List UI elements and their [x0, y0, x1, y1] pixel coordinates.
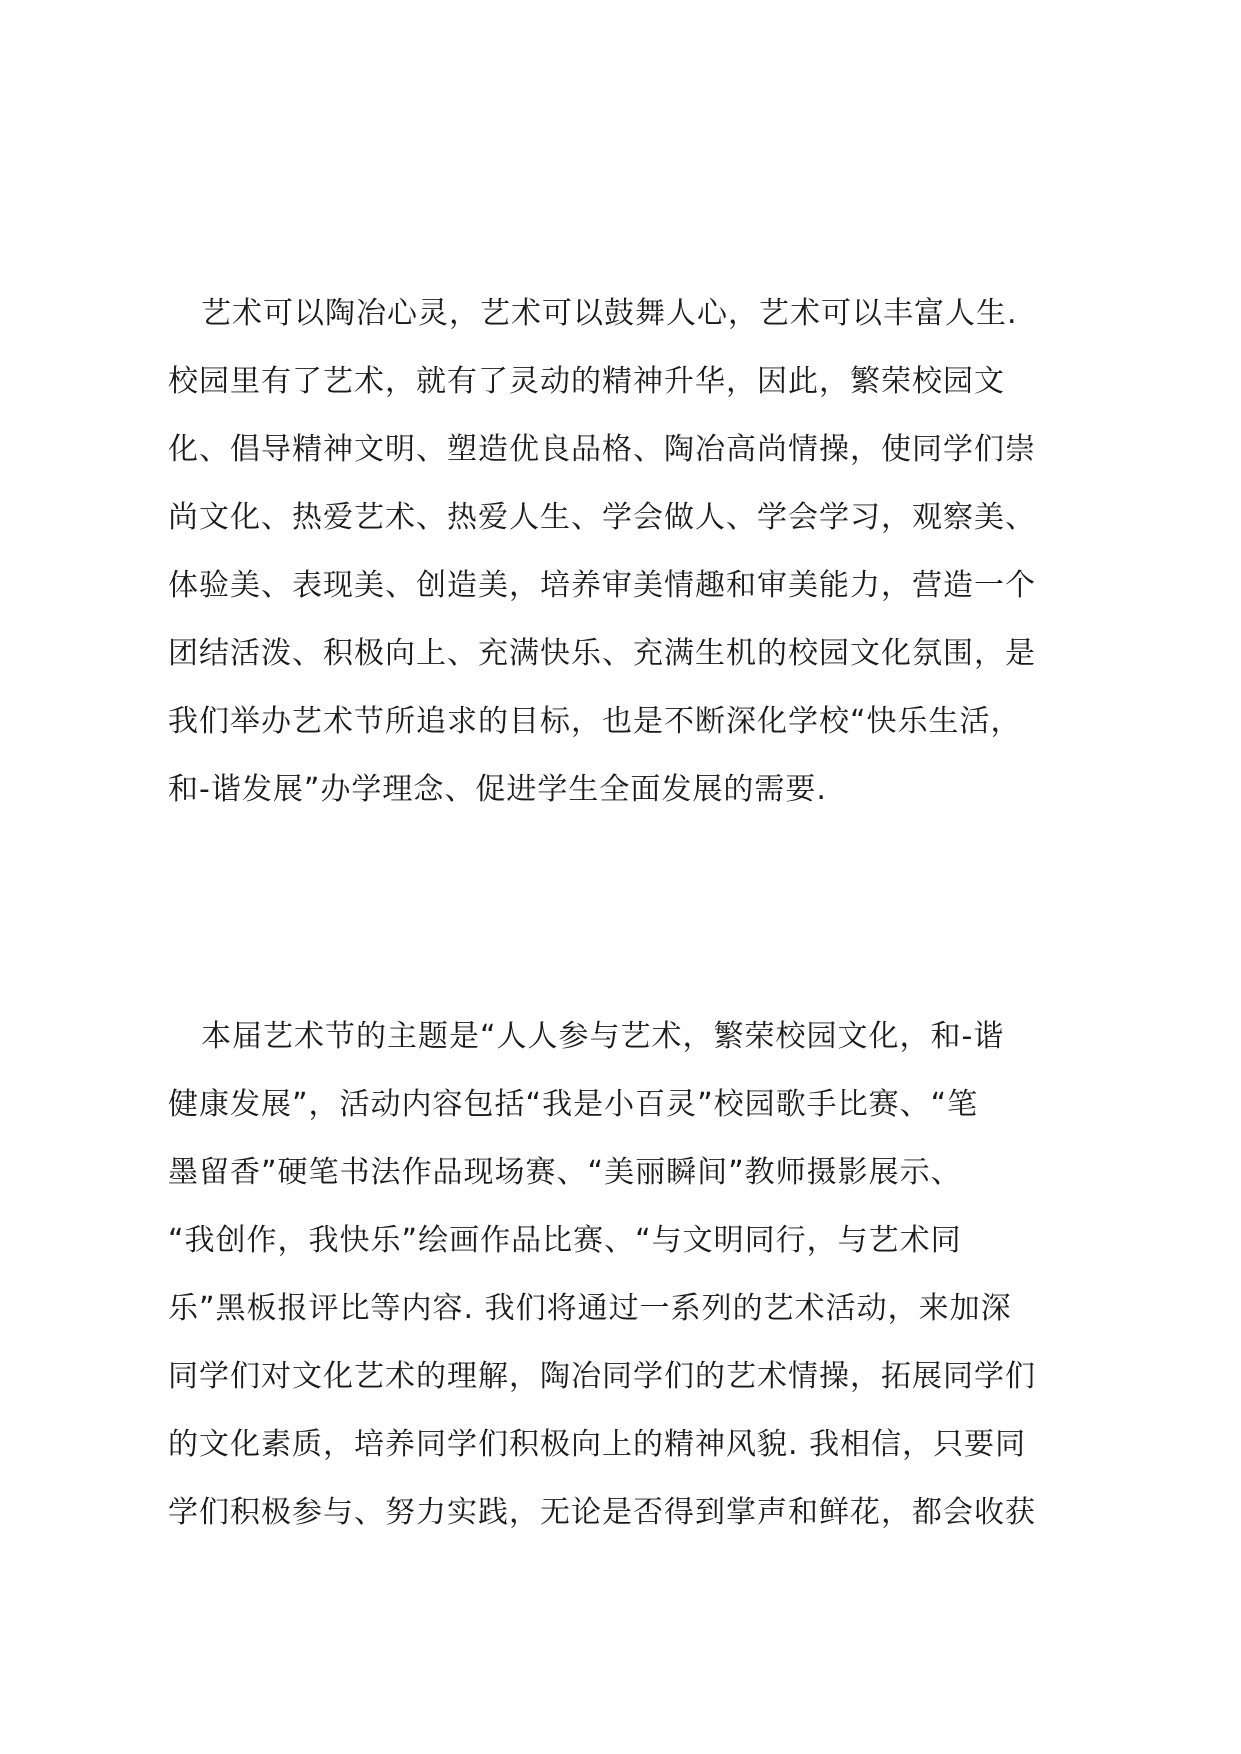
- text-line: 我们举办艺术节所追求的目标，也是不断深化学校“快乐生活，: [168, 704, 1022, 739]
- text-line: 墨留香”硬笔书法作品现场赛、“美丽瞬间”教师摄影展示、: [168, 1155, 962, 1190]
- text-line: 校园里有了艺术，就有了灵动的精神升华，因此，繁荣校园文: [168, 364, 1005, 399]
- text-line: 同学们对文化艺术的理解，陶冶同学们的艺术情操，拓展同学们: [168, 1359, 1036, 1394]
- text-line: 健康发展”，活动内容包括“我是小百灵”校园歌手比赛、“笔: [168, 1087, 979, 1122]
- text-line: 尚文化、热爱艺术、热爱人生、学会做人、学会学习，观察美、: [168, 500, 1036, 535]
- paragraph-art-purpose: [168, 280, 1088, 824]
- text-line: 乐”黑板报评比等内容. 我们将通过一系列的艺术活动，来加深: [168, 1291, 1012, 1326]
- text-line: 团结活泼、积极向上、充满快乐、充满生机的校园文化氛围，是: [168, 636, 1036, 671]
- text-line: 体验美、表现美、创造美，培养审美情趣和审美能力，营造一个: [168, 568, 1036, 603]
- text-line: 艺术可以陶冶心灵，艺术可以鼓舞人心，艺术可以丰富人生.: [201, 296, 1018, 331]
- text-line: 和-谐发展”办学理念、促进学生全面发展的需要.: [168, 772, 827, 807]
- text-line: “我创作，我快乐”绘画作品比赛、“与文明同行，与艺术同: [168, 1223, 962, 1258]
- paragraph-festival-theme: [168, 1003, 1088, 1547]
- text-line: 学们积极参与、努力实践，无论是否得到掌声和鲜花，都会收获: [168, 1495, 1036, 1530]
- text-line: 的文化素质，培养同学们积极向上的精神风貌. 我相信，只要同: [168, 1427, 1027, 1462]
- text-line: 化、倡导精神文明、塑造优良品格、陶冶高尚情操，使同学们崇: [168, 432, 1036, 467]
- text-line: 本届艺术节的主题是“人人参与艺术，繁荣校园文化，和-谐: [201, 1019, 1005, 1054]
